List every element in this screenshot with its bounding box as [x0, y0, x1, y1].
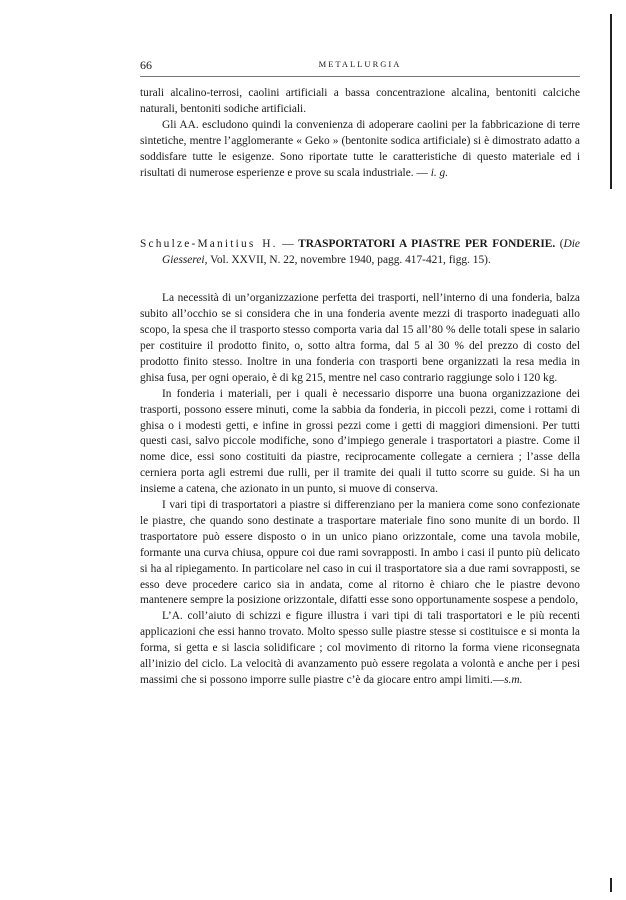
- citation-open-paren: (: [555, 238, 564, 251]
- reviewer-initials-2: s.m.: [504, 674, 523, 686]
- abstract-paragraph-1: La necessità di un’organizzazione perfetta dei trasporti, nell’interno di una fonderia, balza subito all’occhio se si considera che in una fonderia avente mezzi di trasporto inadeguati allo scopo, la spesa che il trasporto stesso comporta varia dal 15 all’80 % delle totali spese in salario per costituire il prodotto finito, o, sotto altra forma, dal 5 al 30 % del prezzo di costo del prodotto finito stesso. Inoltre in una fonderia con trasporti bene organizzati la resa media in ghisa fusa, per ogni operaio, è di kg 215, mentre nel caso contrario raggiunge solo i 120 kg.: [140, 292, 580, 384]
- page-header: [140, 58, 580, 74]
- citation-dash: —: [277, 238, 299, 251]
- citation-author: Schulze-Manitius H.: [140, 238, 278, 251]
- abstract-paragraph-2: In fonderia i materiali, per i quali è necessario disporre una buona organizzazione dei trasporti, possono essere minuti, come la sabbia da fonderia, in piccoli pezzi, come i rottami di ghisa o i modesti getti, e infine in grossi pezzi come i getti di maggiori dimensioni. Per tutti questi casi, salvo piccole modifiche, sono d’impiego generale i trasportatori a piastre. Come il nome dice, essi sono costituiti da piastre, reciprocamente collegate a cerniera ; l’asse della cerniera porta agli estremi due rulli, per il tramite dei quali il tutto scorre su guide. Si ha un insieme a catena, che azionato in un punto, si muove di conserva.: [140, 387, 580, 496]
- citation-journal: Die Giesserei,: [162, 238, 580, 267]
- page-edge-mark: [610, 878, 612, 892]
- page-number: 66: [140, 58, 152, 72]
- article-abstract: [140, 291, 580, 689]
- citation-title: TRASPORTATORI A PIASTRE PER FONDERIE.: [298, 238, 556, 251]
- abstract-paragraph-4-text: L’A. coll’aiuto di schizzi e figure illustra i vari tipi di tali trasportatori e le più recenti applicazioni che essi hanno trovato. Molto spesso sulle piastre stesse si costituisce e si monta la forma, si getta e si lascia solidificare ; col movimento di ritorno la forma viene riconsegnata all’inizio del ciclo. La velocità di avanzamento può essere regolata a volontà e anche per i pesi massimi che si possono imporre sulle piastre c’è da giocare entro ampi limiti.—: [140, 610, 580, 686]
- continuation-paragraph-2-text: Gli AA. escludono quindi la convenienza di adoperare caolini per la fabbricazione di terre sintetiche, mentre l’agglomerante « Geko » (bentonite sodica artificiale) si è dimostrato adatto a soddisfare tutte le esigenze. Sono riportate tutte le caratteristiche di questo materiale ed i risultati di numerose esperienze e prove su scala industriale. —: [140, 118, 580, 179]
- page-body: [140, 86, 580, 689]
- continuation-paragraph-1: turali alcalino-terrosi, caolini artificiali a bassa concentrazione alcalina, bentoniti calciche naturali, bentoniti sodiche artificiali.: [140, 87, 580, 115]
- abstract-paragraph-4: [140, 609, 580, 689]
- reviewer-initials-1: i. g.: [430, 166, 449, 179]
- article-citation: [140, 237, 580, 269]
- abstract-paragraph-3: I vari tipi di trasportatori a piastre si differenziano per la maniera come sono confezionate le piastre, che quando sono destinate a trasportare materiale fino sono munite di un bordo. Il trasportatore può essere disposto o in un unico piano orizzontale, come una tavola mobile, formante una curva chiusa, oppure coi due rami sovrapposti. In ambo i casi il punto più delicato si ha al ripiegamento. In particolare nel caso in cui il trasportatore sia a due rami sovrapposti, se esso deve procedere carico sia in andata, come al ritorno è chiaro che le piastre devono mantenere sempre la posizione orizzontale, difatti esse sono opportunamente sospese a pendolo,: [140, 499, 580, 607]
- header-rule: [140, 76, 580, 77]
- continuation-paragraph-2: [140, 118, 580, 182]
- citation-details: Vol. XXVII, N. 22, novembre 1940, pagg. 417-421, figg. 15).: [207, 254, 491, 267]
- running-title: METALLURGIA: [318, 59, 402, 69]
- page-edge-line: [610, 14, 612, 189]
